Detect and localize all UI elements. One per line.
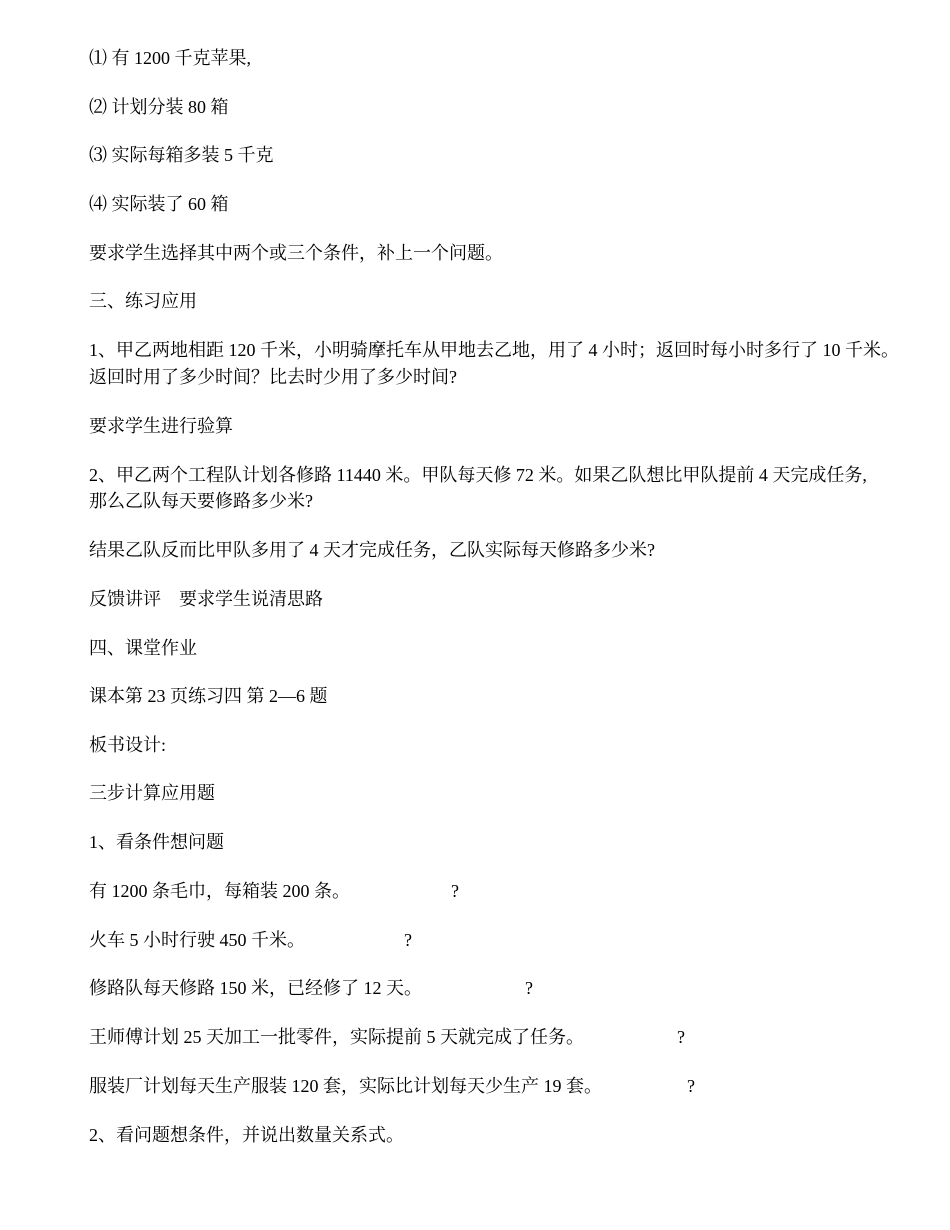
exercise-2-line-1: 2、甲乙两个工程队计划各修路 11440 米。甲队每天修 72 米。如果乙队想比甲队提前 4 天完成任务, <box>89 465 867 485</box>
exercise-1-line-2: 返回时用了多少时间？比去时少用了多少时间? <box>89 367 457 387</box>
condition-2: ⑵ 计划分装 80 箱 <box>89 97 229 117</box>
condition-4: ⑷ 实际装了 60 箱 <box>89 194 229 214</box>
question-mark: ? <box>687 1076 695 1096</box>
board-item <box>89 1025 929 1050</box>
board-item <box>89 879 929 904</box>
board-item-text: 有 1200 条毛巾，每箱装 200 条。 <box>89 881 350 901</box>
verify-instruction: 要求学生进行验算 <box>89 416 233 436</box>
board-item-text: 服装厂计划每天生产服装 120 套，实际比计划每天少生产 19 套。 <box>89 1076 602 1096</box>
board-item <box>89 1074 929 1099</box>
exercise-1-line-1: 1、甲乙两地相距 120 千米，小明骑摩托车从甲地去乙地，用了 4 小时；返回时每小时多行了 10 千米。 <box>89 340 899 360</box>
section-3-heading: 三、练习应用 <box>89 291 197 311</box>
homework-assignment: 课本第 23 页练习四 第 2—6 题 <box>89 686 328 706</box>
board-item-text: 修路队每天修路 150 米，已经修了 12 天。 <box>89 978 422 998</box>
board-part-1-heading: 1、看条件想问题 <box>89 832 224 852</box>
feedback-note: 反馈讲评 要求学生说清思路 <box>89 589 323 609</box>
board-item <box>89 976 929 1001</box>
board-item-text: 火车 5 小时行驶 450 千米。 <box>89 930 305 950</box>
question-mark: ? <box>677 1027 685 1047</box>
instruction-choose-conditions: 要求学生选择其中两个或三个条件，补上一个问题。 <box>89 243 503 263</box>
board-part-2-heading: 2、看问题想条件，并说出数量关系式。 <box>89 1125 404 1145</box>
question-mark: ? <box>525 978 533 998</box>
board-item <box>89 928 929 953</box>
condition-1: ⑴ 有 1200 千克苹果, <box>89 48 251 68</box>
question-mark: ? <box>404 930 412 950</box>
board-item-text: 王师傅计划 25 天加工一批零件，实际提前 5 天就完成了任务。 <box>89 1027 584 1047</box>
question-mark: ? <box>451 881 459 901</box>
board-title: 三步计算应用题 <box>89 783 215 803</box>
board-design-label: 板书设计: <box>89 735 167 755</box>
section-4-heading: 四、课堂作业 <box>89 638 197 658</box>
condition-3: ⑶ 实际每箱多装 5 千克 <box>89 145 274 165</box>
exercise-2-line-2: 那么乙队每天要修路多少米? <box>89 491 313 511</box>
exercise-2-followup: 结果乙队反而比甲队多用了 4 天才完成任务，乙队实际每天修路多少米? <box>89 540 655 560</box>
